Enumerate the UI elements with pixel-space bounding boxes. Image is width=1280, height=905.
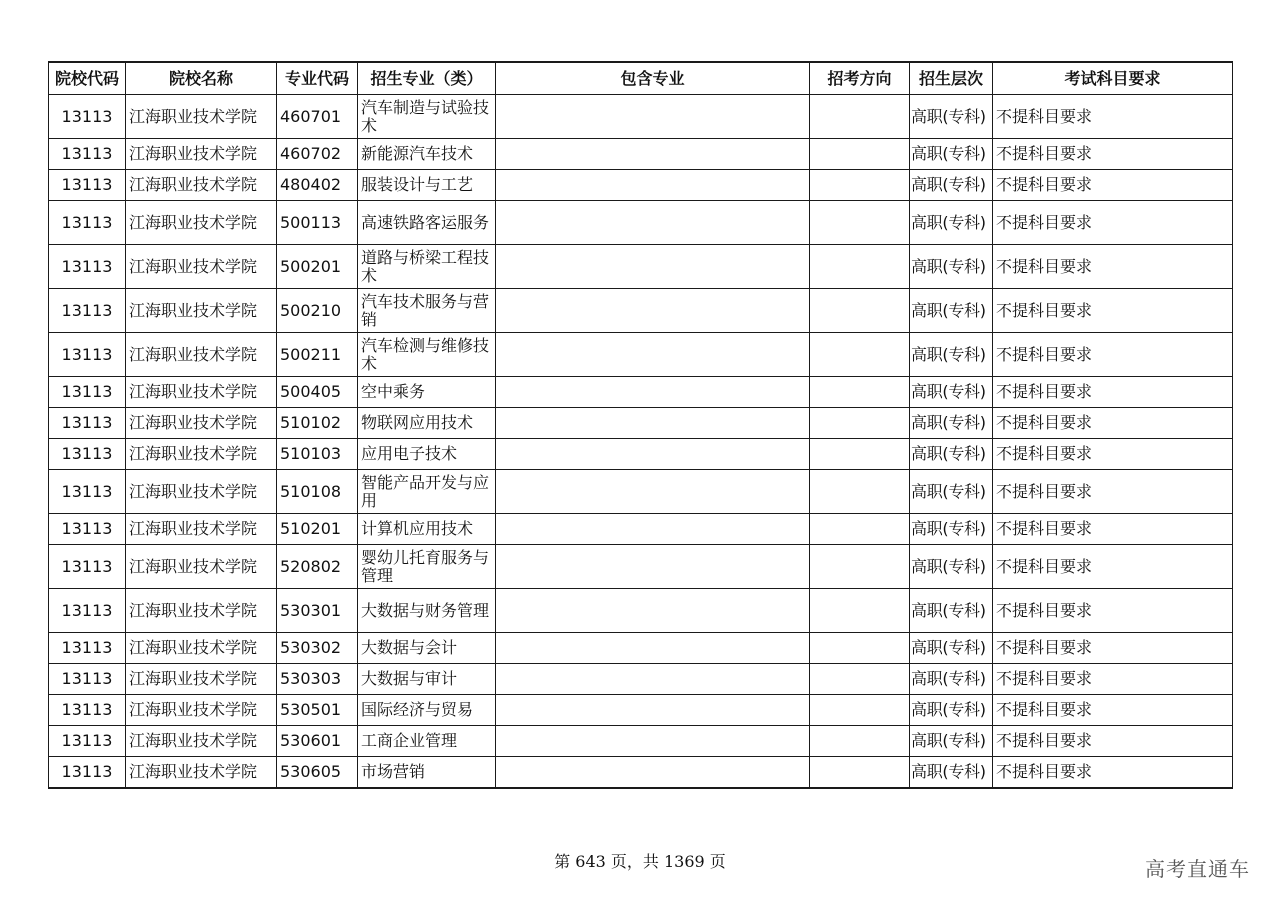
cell-subject-requirement: 不提科目要求 xyxy=(993,408,1233,439)
cell-major: 计算机应用技术 xyxy=(358,514,496,545)
cell-subject-requirement: 不提科目要求 xyxy=(993,470,1233,514)
cell-major: 新能源汽车技术 xyxy=(358,139,496,170)
cell-included-majors xyxy=(496,408,810,439)
cell-subject-requirement: 不提科目要求 xyxy=(993,439,1233,470)
cell-school-name: 江海职业技术学院 xyxy=(126,333,277,377)
cell-subject-requirement: 不提科目要求 xyxy=(993,695,1233,726)
cell-direction xyxy=(810,408,910,439)
cell-major-code: 510102 xyxy=(277,408,358,439)
cell-major-code: 520802 xyxy=(277,545,358,589)
cell-subject-requirement: 不提科目要求 xyxy=(993,633,1233,664)
cell-direction xyxy=(810,757,910,789)
cell-school-code: 13113 xyxy=(49,201,126,245)
cell-included-majors xyxy=(496,139,810,170)
cell-subject-requirement: 不提科目要求 xyxy=(993,377,1233,408)
cell-major: 道路与桥梁工程技术 xyxy=(358,245,496,289)
table-row xyxy=(49,333,1233,377)
cell-included-majors xyxy=(496,377,810,408)
cell-major-code: 510103 xyxy=(277,439,358,470)
cell-school-name: 江海职业技术学院 xyxy=(126,633,277,664)
cell-subject-requirement: 不提科目要求 xyxy=(993,289,1233,333)
cell-major: 市场营销 xyxy=(358,757,496,789)
cell-level: 高职(专科) xyxy=(910,139,993,170)
cell-major-code: 510108 xyxy=(277,470,358,514)
cell-school-name: 江海职业技术学院 xyxy=(126,589,277,633)
cell-direction xyxy=(810,695,910,726)
cell-major-code: 530302 xyxy=(277,633,358,664)
cell-included-majors xyxy=(496,757,810,789)
cell-major: 空中乘务 xyxy=(358,377,496,408)
table-row xyxy=(49,664,1233,695)
cell-subject-requirement: 不提科目要求 xyxy=(993,589,1233,633)
table-row xyxy=(49,139,1233,170)
table-row xyxy=(49,95,1233,139)
cell-direction xyxy=(810,514,910,545)
cell-school-name: 江海职业技术学院 xyxy=(126,408,277,439)
cell-major: 应用电子技术 xyxy=(358,439,496,470)
cell-subject-requirement: 不提科目要求 xyxy=(993,514,1233,545)
table-header-row xyxy=(49,62,1233,95)
cell-school-name: 江海职业技术学院 xyxy=(126,664,277,695)
cell-school-name: 江海职业技术学院 xyxy=(126,757,277,789)
cell-level: 高职(专科) xyxy=(910,757,993,789)
table-row xyxy=(49,545,1233,589)
cell-included-majors xyxy=(496,470,810,514)
cell-subject-requirement: 不提科目要求 xyxy=(993,95,1233,139)
cell-major: 高速铁路客运服务 xyxy=(358,201,496,245)
cell-school-code: 13113 xyxy=(49,726,126,757)
cell-included-majors xyxy=(496,245,810,289)
cell-major-code: 500210 xyxy=(277,289,358,333)
table-row xyxy=(49,633,1233,664)
cell-school-name: 江海职业技术学院 xyxy=(126,695,277,726)
cell-major: 汽车检测与维修技术 xyxy=(358,333,496,377)
cell-major: 工商企业管理 xyxy=(358,726,496,757)
cell-subject-requirement: 不提科目要求 xyxy=(993,545,1233,589)
cell-included-majors xyxy=(496,170,810,201)
cell-direction xyxy=(810,470,910,514)
cell-school-code: 13113 xyxy=(49,664,126,695)
cell-included-majors xyxy=(496,439,810,470)
cell-school-code: 13113 xyxy=(49,470,126,514)
cell-subject-requirement: 不提科目要求 xyxy=(993,139,1233,170)
cell-level: 高职(专科) xyxy=(910,408,993,439)
cell-level: 高职(专科) xyxy=(910,470,993,514)
cell-school-name: 江海职业技术学院 xyxy=(126,439,277,470)
cell-school-name: 江海职业技术学院 xyxy=(126,470,277,514)
cell-school-name: 江海职业技术学院 xyxy=(126,139,277,170)
cell-level: 高职(专科) xyxy=(910,439,993,470)
cell-direction xyxy=(810,95,910,139)
admissions-table xyxy=(48,61,1233,789)
cell-level: 高职(专科) xyxy=(910,95,993,139)
header-direction: 招考方向 xyxy=(810,62,910,95)
cell-school-name: 江海职业技术学院 xyxy=(126,289,277,333)
cell-level: 高职(专科) xyxy=(910,695,993,726)
cell-subject-requirement: 不提科目要求 xyxy=(993,757,1233,789)
cell-direction xyxy=(810,377,910,408)
cell-school-code: 13113 xyxy=(49,245,126,289)
cell-subject-requirement: 不提科目要求 xyxy=(993,726,1233,757)
cell-subject-requirement: 不提科目要求 xyxy=(993,201,1233,245)
cell-level: 高职(专科) xyxy=(910,633,993,664)
table-row xyxy=(49,726,1233,757)
cell-major: 汽车制造与试验技术 xyxy=(358,95,496,139)
header-school-name: 院校名称 xyxy=(126,62,277,95)
cell-major: 婴幼儿托育服务与管理 xyxy=(358,545,496,589)
cell-school-name: 江海职业技术学院 xyxy=(126,201,277,245)
cell-major-code: 530501 xyxy=(277,695,358,726)
cell-included-majors xyxy=(496,695,810,726)
cell-major-code: 510201 xyxy=(277,514,358,545)
cell-direction xyxy=(810,726,910,757)
cell-major-code: 460702 xyxy=(277,139,358,170)
cell-school-name: 江海职业技术学院 xyxy=(126,726,277,757)
cell-direction xyxy=(810,170,910,201)
table-row xyxy=(49,408,1233,439)
cell-school-name: 江海职业技术学院 xyxy=(126,377,277,408)
cell-subject-requirement: 不提科目要求 xyxy=(993,664,1233,695)
cell-level: 高职(专科) xyxy=(910,589,993,633)
cell-direction xyxy=(810,664,910,695)
table-row xyxy=(49,289,1233,333)
cell-school-code: 13113 xyxy=(49,589,126,633)
cell-level: 高职(专科) xyxy=(910,245,993,289)
cell-school-code: 13113 xyxy=(49,289,126,333)
cell-direction xyxy=(810,589,910,633)
cell-major: 服装设计与工艺 xyxy=(358,170,496,201)
cell-major-code: 530601 xyxy=(277,726,358,757)
cell-major-code: 500405 xyxy=(277,377,358,408)
cell-level: 高职(专科) xyxy=(910,333,993,377)
cell-included-majors xyxy=(496,333,810,377)
cell-level: 高职(专科) xyxy=(910,664,993,695)
cell-direction xyxy=(810,289,910,333)
header-level: 招生层次 xyxy=(910,62,993,95)
cell-included-majors xyxy=(496,726,810,757)
cell-direction xyxy=(810,333,910,377)
cell-level: 高职(专科) xyxy=(910,377,993,408)
cell-major-code: 500211 xyxy=(277,333,358,377)
cell-school-code: 13113 xyxy=(49,333,126,377)
page-number: 第 643 页，共 1369 页 xyxy=(554,852,726,871)
cell-school-name: 江海职业技术学院 xyxy=(126,245,277,289)
cell-major: 大数据与审计 xyxy=(358,664,496,695)
watermark-text: 高考直通车 xyxy=(1145,857,1250,881)
cell-direction xyxy=(810,439,910,470)
cell-included-majors xyxy=(496,633,810,664)
cell-major-code: 500113 xyxy=(277,201,358,245)
cell-level: 高职(专科) xyxy=(910,170,993,201)
table-row xyxy=(49,757,1233,789)
header-school-code: 院校代码 xyxy=(49,62,126,95)
cell-subject-requirement: 不提科目要求 xyxy=(993,245,1233,289)
cell-included-majors xyxy=(496,545,810,589)
cell-school-name: 江海职业技术学院 xyxy=(126,514,277,545)
cell-school-code: 13113 xyxy=(49,139,126,170)
cell-major-code: 530301 xyxy=(277,589,358,633)
cell-school-name: 江海职业技术学院 xyxy=(126,170,277,201)
cell-school-code: 13113 xyxy=(49,170,126,201)
cell-major-code: 480402 xyxy=(277,170,358,201)
cell-included-majors xyxy=(496,514,810,545)
cell-school-code: 13113 xyxy=(49,439,126,470)
cell-major: 国际经济与贸易 xyxy=(358,695,496,726)
cell-major-code: 500201 xyxy=(277,245,358,289)
table-row xyxy=(49,470,1233,514)
admissions-table-container xyxy=(48,61,1232,789)
header-included-majors: 包含专业 xyxy=(496,62,810,95)
cell-subject-requirement: 不提科目要求 xyxy=(993,333,1233,377)
cell-included-majors xyxy=(496,201,810,245)
cell-level: 高职(专科) xyxy=(910,289,993,333)
cell-subject-requirement: 不提科目要求 xyxy=(993,170,1233,201)
cell-major: 大数据与会计 xyxy=(358,633,496,664)
cell-major-code: 530303 xyxy=(277,664,358,695)
table-row xyxy=(49,170,1233,201)
cell-major: 物联网应用技术 xyxy=(358,408,496,439)
cell-level: 高职(专科) xyxy=(910,726,993,757)
header-major-code: 专业代码 xyxy=(277,62,358,95)
table-row xyxy=(49,377,1233,408)
table-row xyxy=(49,201,1233,245)
cell-direction xyxy=(810,633,910,664)
cell-school-code: 13113 xyxy=(49,545,126,589)
cell-direction xyxy=(810,201,910,245)
table-row xyxy=(49,514,1233,545)
cell-major-code: 460701 xyxy=(277,95,358,139)
header-major: 招生专业（类） xyxy=(358,62,496,95)
cell-level: 高职(专科) xyxy=(910,545,993,589)
header-subject-requirement: 考试科目要求 xyxy=(993,62,1233,95)
cell-direction xyxy=(810,139,910,170)
cell-school-code: 13113 xyxy=(49,408,126,439)
cell-included-majors xyxy=(496,589,810,633)
cell-included-majors xyxy=(496,95,810,139)
table-row xyxy=(49,695,1233,726)
cell-school-code: 13113 xyxy=(49,757,126,789)
cell-direction xyxy=(810,545,910,589)
cell-school-code: 13113 xyxy=(49,95,126,139)
cell-level: 高职(专科) xyxy=(910,201,993,245)
cell-school-code: 13113 xyxy=(49,377,126,408)
cell-level: 高职(专科) xyxy=(910,514,993,545)
table-row xyxy=(49,439,1233,470)
cell-school-name: 江海职业技术学院 xyxy=(126,545,277,589)
table-row xyxy=(49,245,1233,289)
cell-major-code: 530605 xyxy=(277,757,358,789)
cell-school-code: 13113 xyxy=(49,514,126,545)
cell-school-name: 江海职业技术学院 xyxy=(126,95,277,139)
table-row xyxy=(49,589,1233,633)
cell-included-majors xyxy=(496,664,810,695)
cell-school-code: 13113 xyxy=(49,633,126,664)
cell-included-majors xyxy=(496,289,810,333)
cell-school-code: 13113 xyxy=(49,695,126,726)
cell-major: 大数据与财务管理 xyxy=(358,589,496,633)
cell-major: 智能产品开发与应用 xyxy=(358,470,496,514)
cell-direction xyxy=(810,245,910,289)
cell-major: 汽车技术服务与营销 xyxy=(358,289,496,333)
